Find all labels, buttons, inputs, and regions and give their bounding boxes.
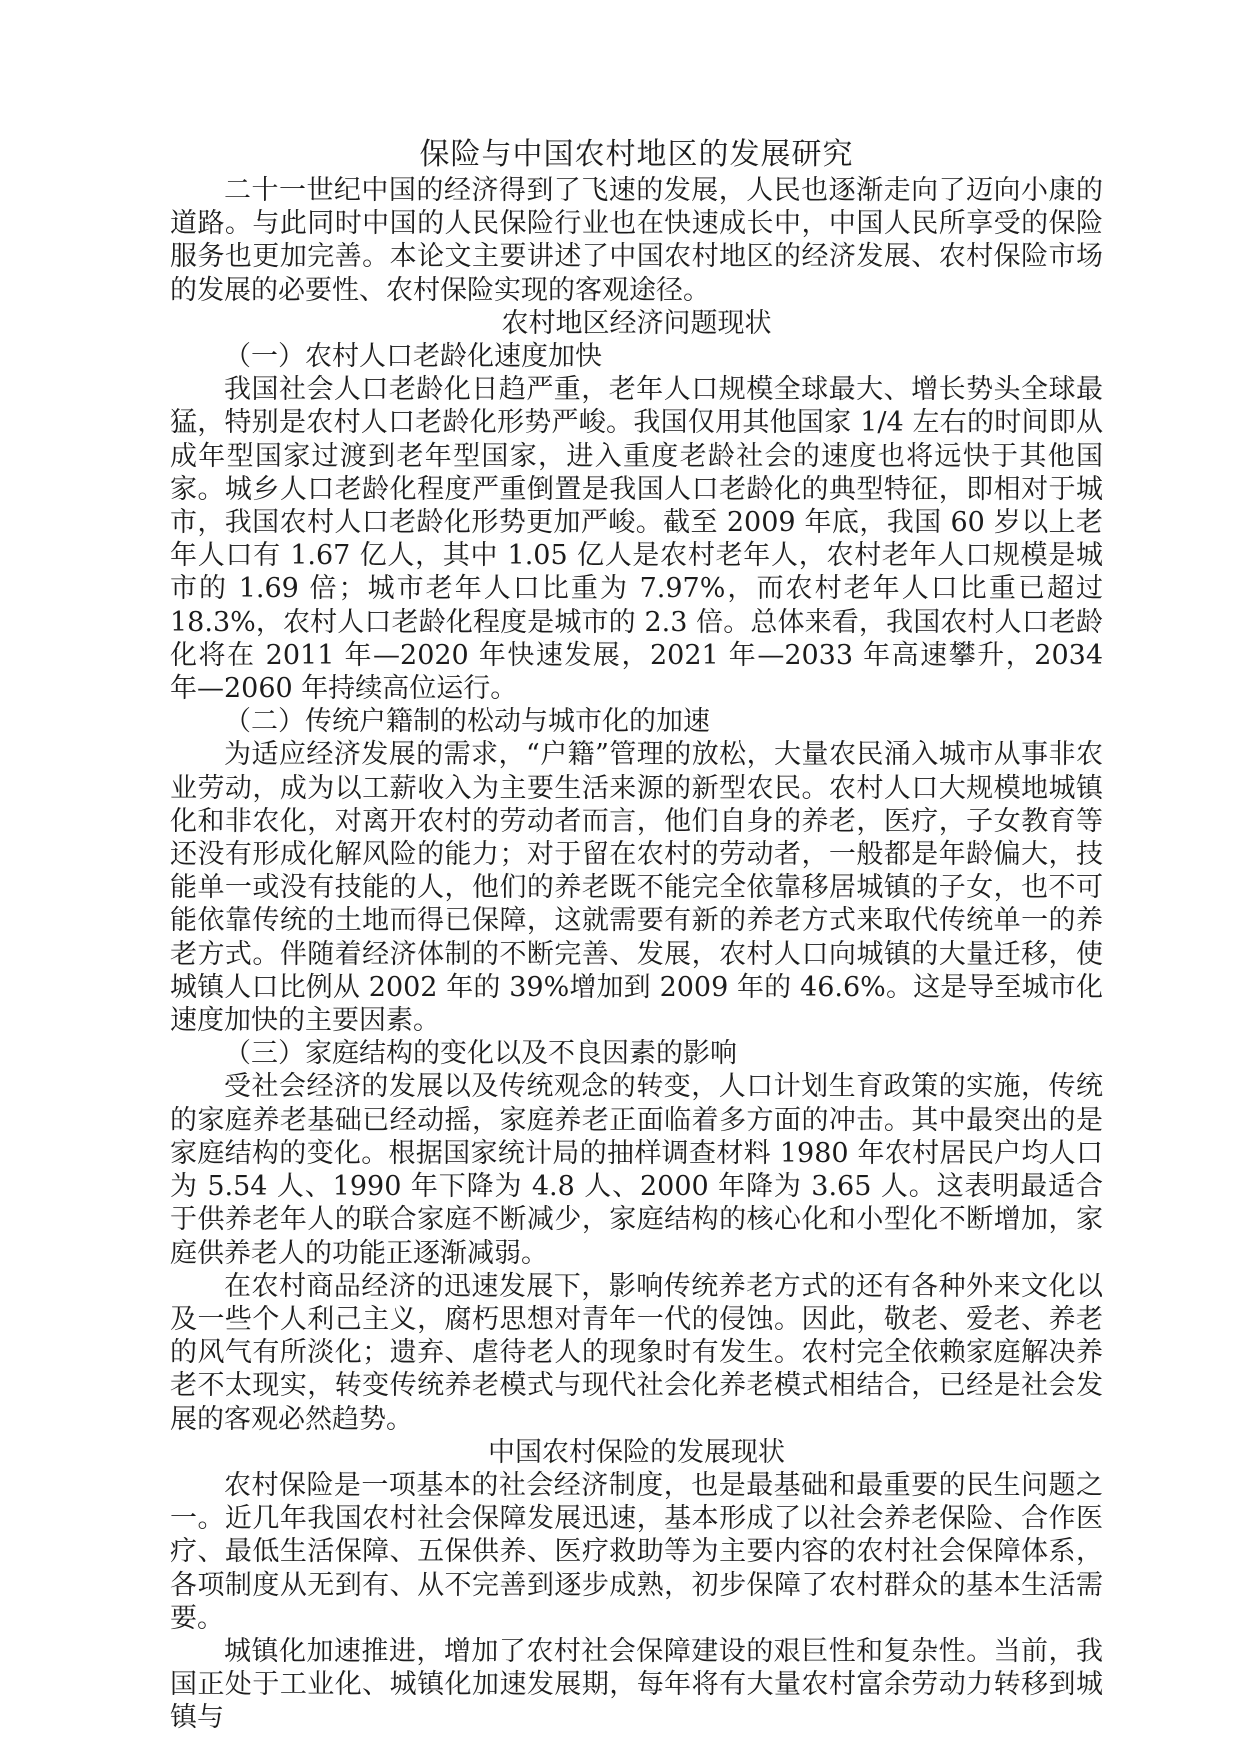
subsection-1-1-paragraph: 我国社会人口老龄化日趋严重，老年人口规模全球最大、增长势头全球最猛，特别是农村人口老龄化形势严峻。我国仅用其他国家 1/4 左右的时间即从成年型国家过渡到老年型国家，进入重度老龄社会的速度也将远快于其他国家。城乡人口老龄化程度严重倒置是我国人口老龄化的典型特征，即相对于城市，我国农村人口老龄化形势更加严峻。截至 2009 年底，我国 60 岁以上老年人口有 1.67 亿人，其中 1.05 亿人是农村老年人，农村老年人口规模是城市的 1.69 倍；城市老年人口比重为 7.97%，而农村老年人口比重已超过 18.3%，农村人口老龄化程度是城市的 2.3 倍。总体来看，我国农村人口老龄化将在 2011 年—2020 年快速发展，2021 年—2033 年高速攀升，2034 年—2060 年持续高位运行。	[170, 374, 1103, 705]
section-1-heading: 农村地区经济问题现状	[501, 307, 772, 339]
section-2-heading: 中国农村保险的发展现状	[488, 1436, 785, 1468]
subsection-1-1-heading: （一）农村人口老龄化速度加快	[224, 341, 602, 373]
subsection-1-2-paragraph: 为适应经济发展的需求，“户籍”管理的放松，大量农民涌入城市从事非农业劳动，成为以工薪收入为主要生活来源的新型农民。农村人口大规模地城镇化和非农化，对离开农村的劳动者而言，他们自身的养老，医疗，子女教育等还没有形成化解风险的能力；对于留在农村的劳动者，一般都是年龄偏大，技能单一或没有技能的人，他们的养老既不能完全依靠移居城镇的子女，也不可能依靠传统的土地而得已保障，这就需要有新的养老方式来取代传统单一的养老方式。伴随着经济体制的不断完善、发展，农村人口向城镇的大量迁移，使城镇人口比例从 2002 年的 39%增加到 2009 年的 46.6%。这是导至城市化速度加快的主要因素。	[170, 739, 1103, 1037]
subsection-1-2-heading: （二）传统户籍制的松动与城市化的加速	[224, 706, 710, 738]
subsection-1-3-paragraph-1: 受社会经济的发展以及传统观念的转变，人口计划生育政策的实施，传统的家庭养老基础已经动摇，家庭养老正面临着多方面的冲击。其中最突出的是家庭结构的变化。根据国家统计局的抽样调查材料 1980 年农村居民户均人口为 5.54 人、1990 年下降为 4.8 人、2000 年降为 3.65 人。这表明最适合于供养老年人的联合家庭不断减少，家庭结构的核心化和小型化不断增加，家庭供养老人的功能正逐渐减弱。	[170, 1071, 1103, 1269]
document-title: 保险与中国农村地区的发展研究	[419, 137, 854, 172]
subsection-1-3-paragraph-2: 在农村商品经济的迅速发展下，影响传统养老方式的还有各种外来文化以及一些个人利己主义，腐朽思想对青年一代的侵蚀。因此，敬老、爱老、养老的风气有所淡化；遗弃、虐待老人的现象时有发生。农村完全依赖家庭解决养老不太现实，转变传统养老模式与现代社会化养老模式相结合，已经是社会发展的客观必然趋势。	[170, 1270, 1103, 1435]
subsection-1-3-heading: （三）家庭结构的变化以及不良因素的影响	[224, 1038, 737, 1070]
section-2-paragraph-2: 城镇化加速推进，增加了农村社会保障建设的艰巨性和复杂性。当前，我国正处于工业化、城镇化加速发展期，每年将有大量农村富余劳动力转移到城镇与	[170, 1635, 1103, 1734]
intro-paragraph: 二十一世纪中国的经济得到了飞速的发展，人民也逐渐走向了迈向小康的道路。与此同时中国的人民保险行业也在快速成长中，中国人民所享受的保险服务也更加完善。本论文主要讲述了中国农村地区的经济发展、农村保险市场的发展的必要性、农村保险实现的客观途径。	[170, 175, 1103, 306]
section-2-paragraph-1: 农村保险是一项基本的社会经济制度，也是最基础和最重要的民生问题之一。近几年我国农村社会保障发展迅速，基本形成了以社会养老保险、合作医疗、最低生活保障、五保供养、医疗救助等为主要内容的农村社会保障体系，各项制度从无到有、从不完善到逐步成熟，初步保障了农村群众的基本生活需要。	[170, 1469, 1103, 1634]
